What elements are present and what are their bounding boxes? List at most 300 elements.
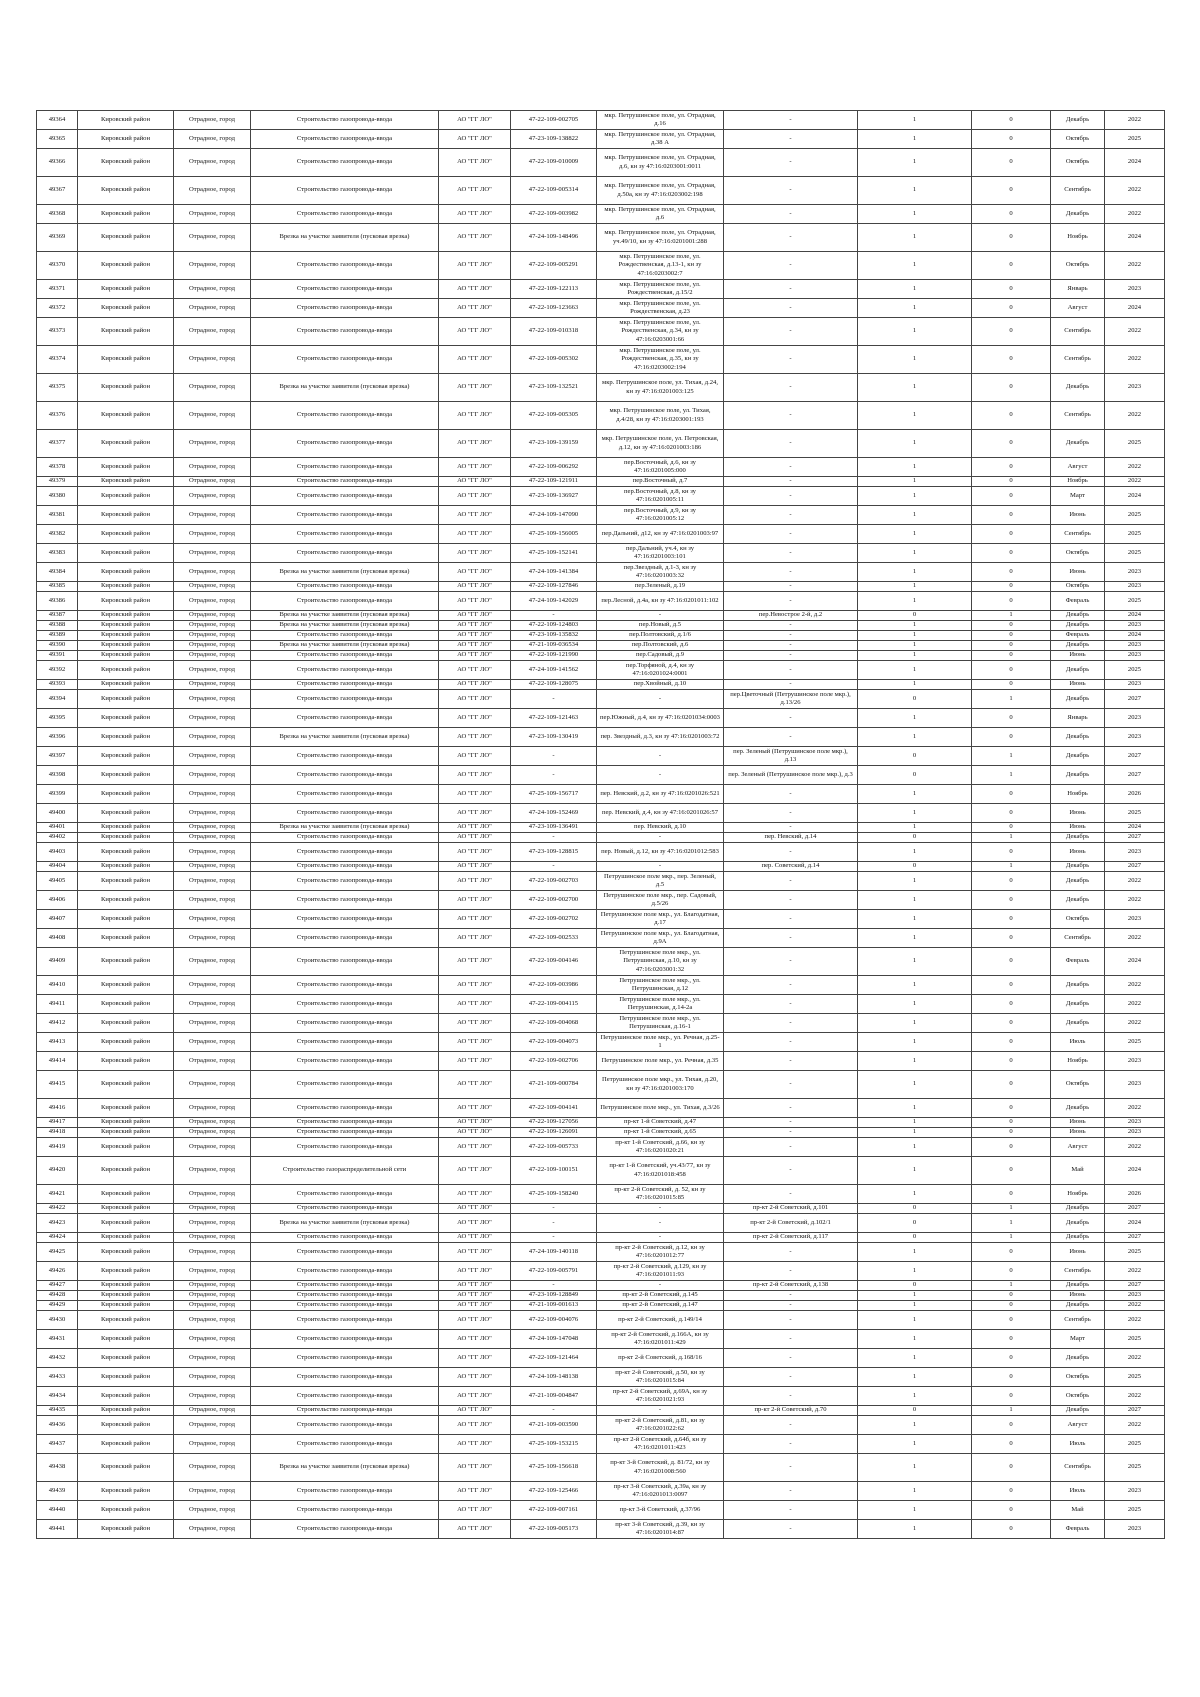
cell-application-number: 47-22-109-003986 (511, 976, 597, 995)
cell-district: Кировский район (78, 458, 174, 477)
cell-count-b: 0 (972, 525, 1051, 544)
cell-month: Декабрь (1051, 1301, 1105, 1311)
cell-count-a: 1 (858, 1185, 972, 1204)
cell-count-a: 1 (858, 592, 972, 611)
cell-application-number: 47-23-109-136491 (511, 823, 597, 833)
cell-operator: АО "ГГ ЛО" (439, 592, 511, 611)
cell-month: Декабрь (1051, 747, 1105, 766)
cell-count-a: 1 (858, 1482, 972, 1501)
cell-address: пр-кт 1-й Советский, д.47 (597, 1118, 724, 1128)
cell-work-type: Строительство газопровода-ввода (251, 1311, 439, 1330)
cell-settlement: Отрадное, город (174, 929, 251, 948)
cell-settlement: Отрадное, город (174, 1501, 251, 1520)
cell-number: 49430 (37, 1311, 78, 1330)
cell-operator: АО "ГГ ЛО" (439, 477, 511, 487)
cell-application-number: 47-25-109-156618 (511, 1454, 597, 1482)
cell-settlement: Отрадное, город (174, 651, 251, 661)
cell-month: Декабрь (1051, 641, 1105, 651)
cell-year: 2022 (1105, 111, 1165, 130)
cell-month: Сентябрь (1051, 402, 1105, 430)
cell-number: 49427 (37, 1281, 78, 1291)
cell-month: Октябрь (1051, 1071, 1105, 1099)
cell-number: 49406 (37, 891, 78, 910)
cell-count-b: 0 (972, 1501, 1051, 1520)
cell-district: Кировский район (78, 130, 174, 149)
cell-alt-address: - (724, 1052, 858, 1071)
cell-district: Кировский район (78, 149, 174, 177)
table-row (37, 843, 1165, 862)
cell-month: Декабрь (1051, 872, 1105, 891)
cell-year: 2027 (1105, 766, 1165, 785)
cell-count-b: 0 (972, 785, 1051, 804)
cell-operator: АО "ГГ ЛО" (439, 1435, 511, 1454)
cell-operator: АО "ГГ ЛО" (439, 785, 511, 804)
cell-number: 49422 (37, 1204, 78, 1214)
cell-count-b: 0 (972, 458, 1051, 477)
cell-address: мкр. Петрушинское поле, ул. Отрадная, д.6, кн зу 47:16:0203001:0011 (597, 149, 724, 177)
cell-number: 49368 (37, 205, 78, 224)
cell-address: пр-кт 2-й Советский, д.64б, кн зу 47:16:0201011:423 (597, 1435, 724, 1454)
cell-alt-address: - (724, 487, 858, 506)
cell-count-a: 1 (858, 709, 972, 728)
table-row (37, 1014, 1165, 1033)
cell-number: 49419 (37, 1138, 78, 1157)
cell-work-type: Строительство газопровода-ввода (251, 487, 439, 506)
cell-address: пер. Невский, д.10 (597, 823, 724, 833)
cell-count-b: 0 (972, 1099, 1051, 1118)
cell-operator: АО "ГГ ЛО" (439, 1214, 511, 1233)
cell-month: Декабрь (1051, 621, 1105, 631)
cell-number: 49390 (37, 641, 78, 651)
cell-number: 49414 (37, 1052, 78, 1071)
cell-month: Сентябрь (1051, 1262, 1105, 1281)
cell-count-a: 1 (858, 1138, 972, 1157)
cell-count-a: 0 (858, 1204, 972, 1214)
cell-count-b: 0 (972, 843, 1051, 862)
cell-settlement: Отрадное, город (174, 487, 251, 506)
cell-alt-address: - (724, 910, 858, 929)
cell-work-type: Строительство газопровода-ввода (251, 910, 439, 929)
cell-operator: АО "ГГ ЛО" (439, 690, 511, 709)
cell-work-type: Строительство газопровода-ввода (251, 1501, 439, 1520)
cell-number: 49423 (37, 1214, 78, 1233)
cell-count-b: 0 (972, 1291, 1051, 1301)
cell-application-number: 47-22-109-005791 (511, 1262, 597, 1281)
cell-settlement: Отрадное, город (174, 862, 251, 872)
cell-work-type: Строительство газопровода-ввода (251, 833, 439, 843)
cell-application-number: 47-22-109-004076 (511, 1311, 597, 1330)
cell-district: Кировский район (78, 544, 174, 563)
cell-month: Июнь (1051, 1128, 1105, 1138)
table-row (37, 299, 1165, 318)
cell-address: мкр. Петрушинское поле, ул. Рождественская, д.23 (597, 299, 724, 318)
cell-application-number: - (511, 862, 597, 872)
cell-alt-address: пр-кт 2-й Советский, д.102/1 (724, 1214, 858, 1233)
cell-application-number: 47-22-109-127056 (511, 1118, 597, 1128)
cell-count-a: 1 (858, 631, 972, 641)
table-row (37, 872, 1165, 891)
cell-count-b: 0 (972, 680, 1051, 690)
cell-count-a: 1 (858, 374, 972, 402)
cell-settlement: Отрадное, город (174, 1052, 251, 1071)
cell-year: 2022 (1105, 872, 1165, 891)
cell-application-number: 47-24-109-148496 (511, 224, 597, 252)
cell-year: 2023 (1105, 1291, 1165, 1301)
cell-year: 2024 (1105, 948, 1165, 976)
cell-alt-address: пер. Зеленый (Петрушинское поле мкр.), д.13 (724, 747, 858, 766)
cell-application-number: 47-22-109-004146 (511, 948, 597, 976)
cell-count-a: 1 (858, 728, 972, 747)
cell-operator: АО "ГГ ЛО" (439, 1368, 511, 1387)
cell-work-type: Строительство газопровода-ввода (251, 252, 439, 280)
cell-settlement: Отрадное, город (174, 402, 251, 430)
cell-work-type: Строительство газопровода-ввода (251, 1033, 439, 1052)
cell-address: - (597, 833, 724, 843)
cell-district: Кировский район (78, 804, 174, 823)
cell-number: 49417 (37, 1118, 78, 1128)
cell-address: Петрушинское поле мкр., ул. Тихая, д.20, кн зу 47:16:0201003:170 (597, 1071, 724, 1099)
cell-count-b: 0 (972, 177, 1051, 205)
cell-address: пр-кт 2-й Советский, д.129, кн зу 47:16:0201011:93 (597, 1262, 724, 1281)
cell-district: Кировский район (78, 709, 174, 728)
cell-alt-address: - (724, 149, 858, 177)
cell-work-type: Строительство газопровода-ввода (251, 843, 439, 862)
cell-settlement: Отрадное, город (174, 1185, 251, 1204)
cell-address: - (597, 1233, 724, 1243)
table-row (37, 1099, 1165, 1118)
cell-operator: АО "ГГ ЛО" (439, 1138, 511, 1157)
cell-operator: АО "ГГ ЛО" (439, 1482, 511, 1501)
cell-work-type: Строительство газопровода-ввода (251, 458, 439, 477)
cell-year: 2025 (1105, 544, 1165, 563)
cell-month: Июнь (1051, 1118, 1105, 1128)
cell-operator: АО "ГГ ЛО" (439, 621, 511, 631)
cell-district: Кировский район (78, 823, 174, 833)
cell-count-a: 1 (858, 458, 972, 477)
table-row (37, 929, 1165, 948)
cell-district: Кировский район (78, 766, 174, 785)
cell-month: Май (1051, 1157, 1105, 1185)
table-row (37, 402, 1165, 430)
cell-district: Кировский район (78, 1520, 174, 1539)
table-row (37, 1349, 1165, 1368)
cell-number: 49392 (37, 661, 78, 680)
cell-number: 49365 (37, 130, 78, 149)
cell-district: Кировский район (78, 728, 174, 747)
cell-alt-address: - (724, 525, 858, 544)
cell-operator: АО "ГГ ЛО" (439, 402, 511, 430)
cell-address: - (597, 1204, 724, 1214)
cell-count-b: 1 (972, 747, 1051, 766)
cell-address: пер.Хвойный, д.10 (597, 680, 724, 690)
cell-alt-address: - (724, 544, 858, 563)
cell-count-b: 0 (972, 1330, 1051, 1349)
cell-year: 2022 (1105, 1014, 1165, 1033)
cell-count-b: 0 (972, 872, 1051, 891)
cell-operator: АО "ГГ ЛО" (439, 1281, 511, 1291)
cell-work-type: Врезка на участке заявителя (пусковая врезка) (251, 728, 439, 747)
cell-district: Кировский район (78, 224, 174, 252)
cell-count-a: 1 (858, 823, 972, 833)
cell-count-a: 1 (858, 177, 972, 205)
cell-alt-address: - (724, 843, 858, 862)
cell-month: Сентябрь (1051, 1454, 1105, 1482)
cell-operator: АО "ГГ ЛО" (439, 1204, 511, 1214)
cell-district: Кировский район (78, 506, 174, 525)
cell-count-a: 1 (858, 318, 972, 346)
cell-settlement: Отрадное, город (174, 1281, 251, 1291)
cell-alt-address: - (724, 661, 858, 680)
cell-month: Июнь (1051, 804, 1105, 823)
cell-district: Кировский район (78, 592, 174, 611)
cell-month: Март (1051, 487, 1105, 506)
cell-count-b: 0 (972, 205, 1051, 224)
cell-year: 2027 (1105, 1281, 1165, 1291)
cell-settlement: Отрадное, город (174, 1291, 251, 1301)
cell-number: 49409 (37, 948, 78, 976)
cell-number: 49401 (37, 823, 78, 833)
cell-operator: АО "ГГ ЛО" (439, 747, 511, 766)
cell-address: Петрушинское поле мкр., ул. Благодатная, д.17 (597, 910, 724, 929)
cell-number: 49441 (37, 1520, 78, 1539)
table-row (37, 1118, 1165, 1128)
cell-count-a: 1 (858, 111, 972, 130)
cell-work-type: Строительство газопровода-ввода (251, 976, 439, 995)
cell-settlement: Отрадное, город (174, 506, 251, 525)
cell-application-number: 47-24-109-147048 (511, 1330, 597, 1349)
cell-number: 49431 (37, 1330, 78, 1349)
cell-year: 2025 (1105, 1435, 1165, 1454)
cell-district: Кировский район (78, 374, 174, 402)
cell-address: Петрушинское поле мкр., ул. Петрушинская, д.10, кн зу 47:16:0203001:32 (597, 948, 724, 976)
cell-month: Август (1051, 1138, 1105, 1157)
cell-alt-address: - (724, 728, 858, 747)
cell-month: Август (1051, 299, 1105, 318)
cell-work-type: Строительство газопровода-ввода (251, 1406, 439, 1416)
cell-address: мкр. Петрушинское поле, ул. Отрадная, д.38 А (597, 130, 724, 149)
cell-number: 49397 (37, 747, 78, 766)
cell-operator: АО "ГГ ЛО" (439, 1416, 511, 1435)
cell-operator: АО "ГГ ЛО" (439, 487, 511, 506)
cell-count-b: 0 (972, 1157, 1051, 1185)
cell-settlement: Отрадное, город (174, 149, 251, 177)
cell-count-a: 1 (858, 149, 972, 177)
cell-district: Кировский район (78, 1157, 174, 1185)
cell-application-number: - (511, 833, 597, 843)
cell-number: 49364 (37, 111, 78, 130)
cell-district: Кировский район (78, 1311, 174, 1330)
cell-count-a: 1 (858, 641, 972, 651)
cell-district: Кировский район (78, 1185, 174, 1204)
cell-application-number: 47-21-109-000784 (511, 1071, 597, 1099)
cell-alt-address: - (724, 506, 858, 525)
cell-count-b: 1 (972, 833, 1051, 843)
cell-settlement: Отрадное, город (174, 680, 251, 690)
cell-address: пр-кт 1-й Советский, д.66, кн зу 47:16:0201020:21 (597, 1138, 724, 1157)
cell-address: пр-кт 3-й Советский, д.37/96 (597, 1501, 724, 1520)
cell-address: мкр. Петрушинское поле, ул. Рождественская, д.34, кн зу 47:16:0203001:66 (597, 318, 724, 346)
cell-month: Октябрь (1051, 582, 1105, 592)
cell-count-b: 0 (972, 477, 1051, 487)
cell-alt-address: пр-кт 2-й Советский, д.138 (724, 1281, 858, 1291)
cell-month: Декабрь (1051, 833, 1105, 843)
cell-year: 2024 (1105, 224, 1165, 252)
cell-operator: АО "ГГ ЛО" (439, 631, 511, 641)
cell-count-b: 0 (972, 1262, 1051, 1281)
cell-number: 49394 (37, 690, 78, 709)
table-row (37, 709, 1165, 728)
cell-year: 2025 (1105, 1243, 1165, 1262)
cell-month: Декабрь (1051, 1233, 1105, 1243)
cell-count-b: 1 (972, 611, 1051, 621)
cell-year: 2025 (1105, 1368, 1165, 1387)
cell-work-type: Строительство газопровода-ввода (251, 631, 439, 641)
cell-application-number: 47-22-109-004141 (511, 1099, 597, 1118)
cell-application-number: 47-22-109-004068 (511, 1014, 597, 1033)
table-row (37, 1368, 1165, 1387)
cell-work-type: Врезка на участке заявителя (пусковая врезка) (251, 374, 439, 402)
cell-application-number: 47-21-109-004847 (511, 1387, 597, 1406)
cell-district: Кировский район (78, 1349, 174, 1368)
table-row (37, 1435, 1165, 1454)
cell-count-a: 0 (858, 1281, 972, 1291)
cell-operator: АО "ГГ ЛО" (439, 1349, 511, 1368)
table-row (37, 1301, 1165, 1311)
cell-work-type: Строительство газопровода-ввода (251, 1301, 439, 1311)
table-row (37, 487, 1165, 506)
table-row (37, 641, 1165, 651)
cell-work-type: Врезка на участке заявителя (пусковая врезка) (251, 611, 439, 621)
cell-district: Кировский район (78, 1330, 174, 1349)
cell-count-b: 0 (972, 728, 1051, 747)
cell-application-number: - (511, 1406, 597, 1416)
cell-address: пер.Новый, д.5 (597, 621, 724, 631)
cell-number: 49376 (37, 402, 78, 430)
cell-number: 49398 (37, 766, 78, 785)
cell-operator: АО "ГГ ЛО" (439, 458, 511, 477)
cell-month: Август (1051, 1416, 1105, 1435)
cell-work-type: Строительство газопровода-ввода (251, 872, 439, 891)
cell-count-a: 1 (858, 891, 972, 910)
cell-district: Кировский район (78, 1014, 174, 1033)
cell-month: Декабрь (1051, 1406, 1105, 1416)
cell-application-number: - (511, 690, 597, 709)
cell-count-a: 1 (858, 544, 972, 563)
cell-number: 49373 (37, 318, 78, 346)
cell-count-b: 1 (972, 1406, 1051, 1416)
cell-work-type: Строительство газопровода-ввода (251, 582, 439, 592)
cell-district: Кировский район (78, 631, 174, 641)
cell-application-number: 47-23-109-128849 (511, 1291, 597, 1301)
cell-address: пер.Восточный, д.9, кн зу 47:16:0201005:12 (597, 506, 724, 525)
cell-district: Кировский район (78, 891, 174, 910)
cell-work-type: Строительство газопровода-ввода (251, 130, 439, 149)
cell-settlement: Отрадное, город (174, 1014, 251, 1033)
cell-alt-address: - (724, 891, 858, 910)
cell-count-b: 0 (972, 487, 1051, 506)
cell-address: Петрушинское поле мкр., пер. Зеленый, д.5 (597, 872, 724, 891)
cell-address: мкр. Петрушинское поле, ул. Тихая, д.24, кн зу 47:16:0201003:125 (597, 374, 724, 402)
cell-settlement: Отрадное, город (174, 1157, 251, 1185)
cell-application-number: - (511, 747, 597, 766)
cell-settlement: Отрадное, город (174, 1243, 251, 1262)
cell-operator: АО "ГГ ЛО" (439, 430, 511, 458)
table-row (37, 506, 1165, 525)
cell-alt-address: - (724, 1330, 858, 1349)
cell-settlement: Отрадное, город (174, 641, 251, 651)
cell-year: 2027 (1105, 833, 1165, 843)
cell-operator: АО "ГГ ЛО" (439, 1233, 511, 1243)
cell-address: Петрушинское поле мкр., ул. Тихая, д.3/26 (597, 1099, 724, 1118)
cell-district: Кировский район (78, 299, 174, 318)
cell-address: пер.Полтовский, д.6 (597, 641, 724, 651)
table-row (37, 1204, 1165, 1214)
cell-settlement: Отрадное, город (174, 458, 251, 477)
cell-count-b: 0 (972, 130, 1051, 149)
cell-number: 49410 (37, 976, 78, 995)
cell-count-b: 1 (972, 862, 1051, 872)
cell-district: Кировский район (78, 929, 174, 948)
cell-address: пр-кт 2-й Советский, д.147 (597, 1301, 724, 1311)
cell-year: 2025 (1105, 506, 1165, 525)
cell-district: Кировский район (78, 111, 174, 130)
cell-count-b: 0 (972, 1118, 1051, 1128)
cell-count-a: 1 (858, 1128, 972, 1138)
cell-operator: АО "ГГ ЛО" (439, 1520, 511, 1539)
cell-year: 2026 (1105, 785, 1165, 804)
cell-application-number: 47-22-109-121911 (511, 477, 597, 487)
cell-district: Кировский район (78, 318, 174, 346)
table-row (37, 544, 1165, 563)
cell-number: 49366 (37, 149, 78, 177)
cell-settlement: Отрадное, город (174, 1454, 251, 1482)
cell-month: Декабрь (1051, 1014, 1105, 1033)
cell-alt-address: - (724, 582, 858, 592)
table-row (37, 862, 1165, 872)
cell-operator: АО "ГГ ЛО" (439, 823, 511, 833)
cell-work-type: Строительство газопровода-ввода (251, 1387, 439, 1406)
cell-district: Кировский район (78, 1052, 174, 1071)
cell-year: 2025 (1105, 430, 1165, 458)
cell-application-number: 47-23-109-138822 (511, 130, 597, 149)
cell-year: 2027 (1105, 1233, 1165, 1243)
cell-number: 49378 (37, 458, 78, 477)
cell-month: Май (1051, 1501, 1105, 1520)
cell-work-type: Строительство газопровода-ввода (251, 477, 439, 487)
cell-district: Кировский район (78, 1368, 174, 1387)
cell-district: Кировский район (78, 1128, 174, 1138)
cell-address: пер.Зеленый, д.19 (597, 582, 724, 592)
cell-month: Октябрь (1051, 1368, 1105, 1387)
cell-alt-address: - (724, 1128, 858, 1138)
cell-operator: АО "ГГ ЛО" (439, 506, 511, 525)
cell-year: 2027 (1105, 747, 1165, 766)
cell-work-type: Строительство газопровода-ввода (251, 995, 439, 1014)
cell-year: 2022 (1105, 1138, 1165, 1157)
cell-settlement: Отрадное, город (174, 525, 251, 544)
cell-settlement: Отрадное, город (174, 747, 251, 766)
table-row (37, 661, 1165, 680)
cell-district: Кировский район (78, 976, 174, 995)
cell-work-type: Строительство газопровода-ввода (251, 1128, 439, 1138)
cell-settlement: Отрадное, город (174, 690, 251, 709)
cell-number: 49437 (37, 1435, 78, 1454)
cell-work-type: Врезка на участке заявителя (пусковая врезка) (251, 1454, 439, 1482)
cell-settlement: Отрадное, город (174, 976, 251, 995)
cell-year: 2023 (1105, 1482, 1165, 1501)
cell-count-b: 0 (972, 506, 1051, 525)
cell-district: Кировский район (78, 280, 174, 299)
